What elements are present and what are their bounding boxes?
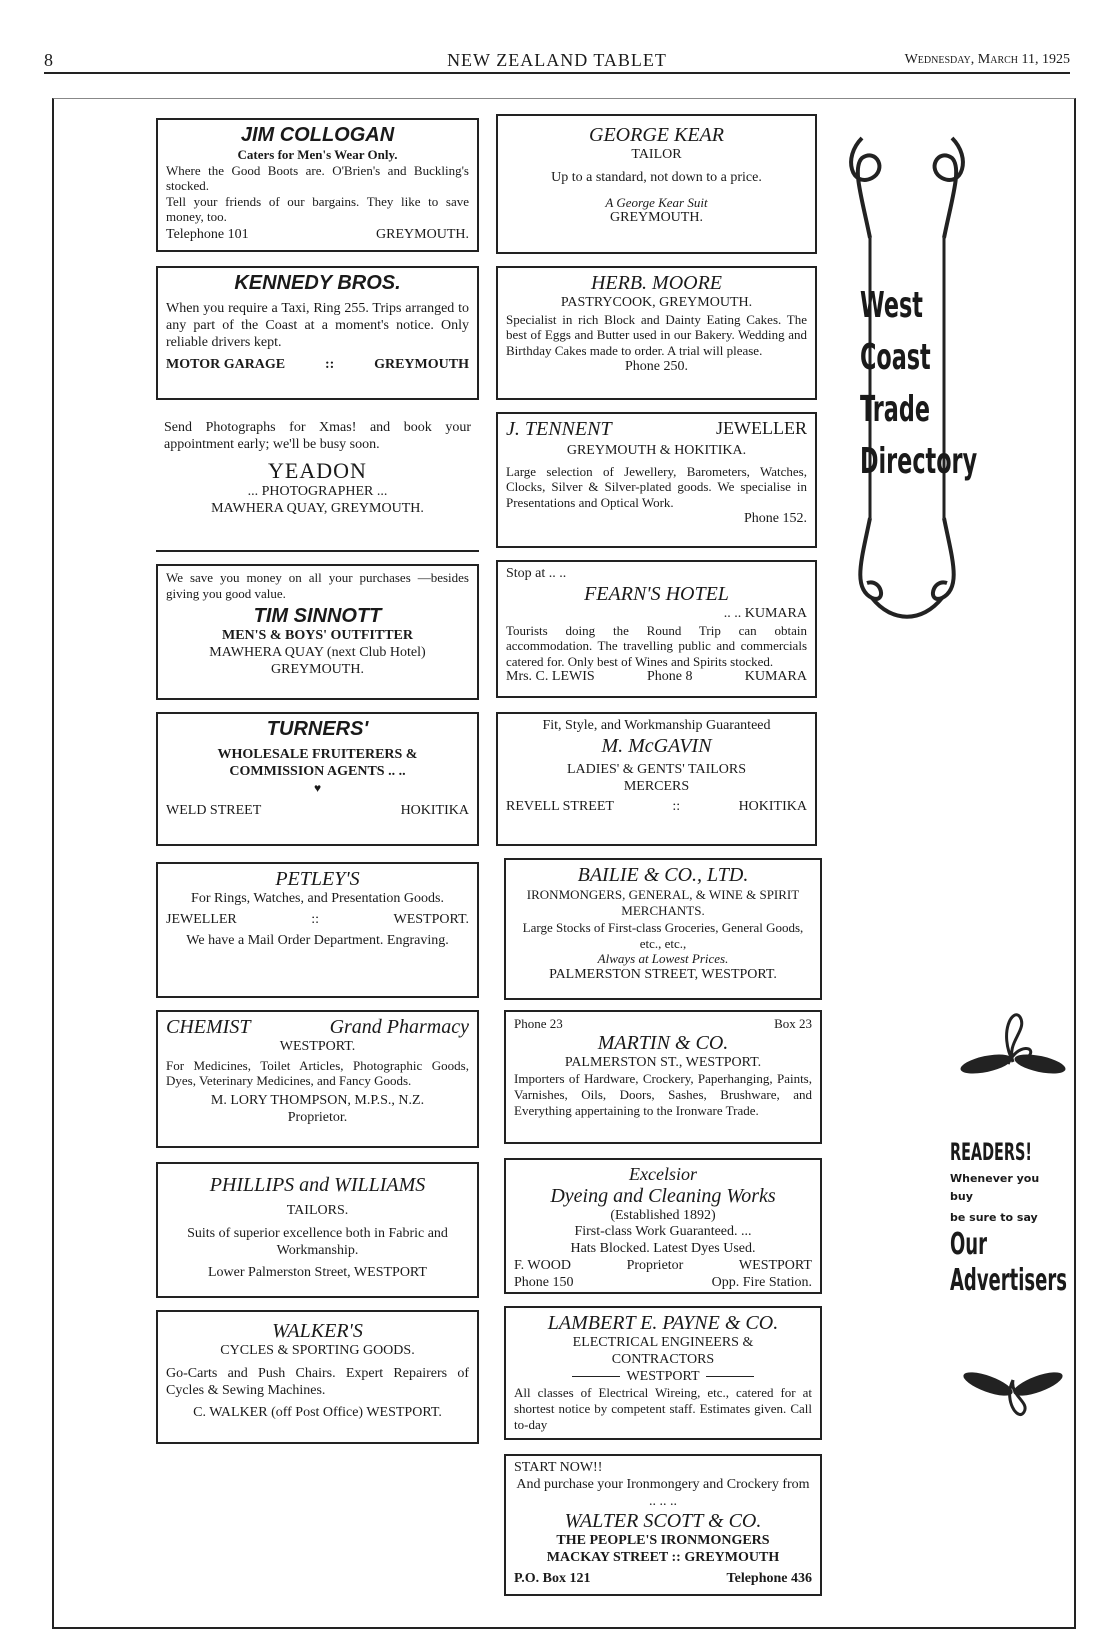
ad-left: REVELL STREET — [506, 799, 614, 815]
ad-phone: Telephone 436 — [726, 1570, 812, 1586]
ad-line: Where the Good Boots are. O'Brien's and Buckling's stocked. — [166, 162, 469, 194]
ad-name: M. McGAVIN — [601, 734, 712, 757]
ad-location: .. .. KUMARA — [723, 605, 807, 621]
ad-town: HOKITIKA — [400, 802, 469, 818]
ad-line: Large Stocks of First-class Groceries, General Goods, etc., etc., — [522, 920, 804, 951]
ad-sep: :: — [672, 799, 681, 815]
ad-trade: ... PHOTOGRAPHER ... — [247, 483, 388, 499]
ad-excelsior-dyeing — [504, 1158, 822, 1294]
issue-date: Wednesday, March 11, 1925 — [904, 52, 1070, 67]
ad-line: Caters for Men's Wear Only. — [237, 147, 398, 162]
ad-george-kear — [496, 114, 817, 254]
ad-proprietor: F. WOOD — [514, 1258, 571, 1274]
ad-line: MERCERS — [623, 778, 690, 794]
ad-sub: THE PEOPLE'S IRONMONGERS — [556, 1533, 770, 1549]
ad-lambert-payne — [504, 1306, 822, 1440]
ad-sub: PASTRYCOOK, GREYMOUTH. — [560, 295, 753, 310]
ad-turners — [156, 712, 479, 846]
ad-name: Dyeing and Cleaning Works — [550, 1184, 776, 1207]
ad-address: MAWHERA QUAY, GREYMOUTH. — [211, 500, 424, 516]
trade-directory-panel — [842, 128, 978, 628]
ad-phone: Telephone 101 — [166, 226, 249, 242]
ad-line: Hats Blocked. Latest Dyes Used. — [570, 1241, 756, 1257]
ad-left: CHEMIST — [166, 1016, 251, 1038]
ad-name: Excelsior — [629, 1164, 697, 1184]
ad-line: For Rings, Watches, and Presentation Goods. — [191, 891, 444, 906]
ad-trade: JEWELLER — [716, 418, 807, 438]
ad-town: KUMARA — [744, 669, 807, 685]
ad-role: Proprietor — [626, 1258, 684, 1274]
ad-proprietor: M. LORY THOMPSON, M.P.S., N.Z. — [210, 1092, 425, 1108]
ad-fearns-hotel — [496, 560, 817, 698]
directory-word: Directory — [860, 441, 978, 482]
ad-name: WALKER'S — [272, 1320, 363, 1342]
readers-word: Our — [950, 1226, 987, 1262]
ad-sep: :: — [311, 911, 320, 927]
ad-address: MACKAY STREET :: GREYMOUTH — [546, 1550, 780, 1566]
ad-herb-moore — [496, 266, 817, 400]
ad-established: (Established 1892) — [610, 1207, 716, 1223]
ad-town: GREYMOUTH. — [376, 226, 469, 242]
ad-line: For Medicines, Toilet Articles, Photographic Goods, Dyes, Veterinary Medicines, and Fancy Goods. — [166, 1057, 469, 1089]
ad-line: Stop at .. .. — [506, 566, 567, 581]
ad-line: START NOW!! — [514, 1460, 603, 1475]
ad-line: Specialist in rich Block and Dainty Eating Cakes. The best of Eggs and Butter used in our Bakery. Wedding and Birthday Cakes made to order. A trial will please. — [506, 311, 807, 358]
ad-line: Suits of superior excellence both in Fabric and Workmanship. — [187, 1225, 448, 1258]
ad-trade: CYCLES & SPORTING GOODS. — [220, 1343, 415, 1358]
ad-grand-pharmacy — [156, 1010, 479, 1148]
ad-sep: :: — [324, 357, 335, 373]
ad-name: WALTER SCOTT & CO. — [564, 1510, 762, 1533]
ad-line: Up to a standard, not down to a price. — [551, 169, 762, 185]
ad-town: WESTPORT — [626, 1368, 700, 1384]
directory-word: West — [860, 285, 923, 326]
ad-name: HERB. MOORE — [590, 272, 723, 294]
ad-line: CONTRACTORS — [611, 1351, 715, 1367]
ad-name: MARTIN & CO. — [597, 1031, 729, 1054]
ad-name: JIM COLLOGAN — [240, 124, 395, 146]
ad-line: ELECTRICAL ENGINEERS & — [572, 1335, 754, 1350]
ad-location: Opp. Fire Station. — [711, 1274, 812, 1290]
ad-name: TIM SINNOTT — [253, 605, 382, 628]
ad-phillips-williams — [156, 1162, 479, 1298]
ad-name: Grand Pharmacy — [329, 1016, 469, 1038]
ad-town: GREYMOUTH — [374, 357, 469, 373]
ad-address: PALMERSTON STREET, WESTPORT. — [549, 966, 777, 982]
ad-address: C. WALKER (off Post Office) WESTPORT. — [193, 1405, 442, 1421]
ad-address: Lower Palmerston Street, WESTPORT — [208, 1265, 427, 1281]
readers-heading: READERS! — [950, 1138, 1032, 1166]
ad-phone: Phone 8 — [646, 669, 693, 685]
ad-line: Fit, Style, and Workmanship Guaranteed — [542, 718, 771, 733]
ad-town: HOKITIKA — [738, 799, 807, 815]
heart-ornament-icon: ♥ — [313, 780, 322, 795]
ad-line: Tourists doing the Round Trip can obtain accommodation. The travelling public and commercials catered for. Only best of Wines and Spirits stocked. — [506, 622, 807, 669]
ad-name: J. TENNENT — [506, 418, 612, 440]
ad-name: TURNERS' — [266, 718, 369, 740]
ad-box: Box 23 — [774, 1016, 812, 1031]
ad-name: PHILLIPS and WILLIAMS — [209, 1174, 426, 1196]
ad-martin-co — [504, 1010, 822, 1144]
ad-line: Large selection of Jewellery, Barometers, Watches, Clocks, Silver & Silver-plated goods. We specialise in Presentations and Optical Work. — [506, 463, 807, 510]
ad-phone: Phone 250. — [625, 358, 688, 374]
directory-word: Coast — [860, 337, 931, 378]
ad-phone: Phone 152. — [744, 510, 807, 526]
ad-town: GREYMOUTH. — [271, 661, 364, 677]
ad-yeadon — [156, 416, 479, 552]
directory-word: Trade — [860, 389, 930, 430]
ad-name: FEARN'S HOTEL — [584, 582, 729, 605]
ad-role: Proprietor. — [287, 1109, 348, 1125]
ad-trade: TAILORS. — [286, 1203, 349, 1218]
ad-line: First-class Work Guaranteed. ... — [574, 1224, 752, 1240]
ad-line: All classes of Electrical Wireing, etc., catered for at shortest notice by competent staff. Estimates given. Call to-day — [514, 1385, 812, 1432]
ad-line: We save you money on all your purchases —besides giving you good value. — [166, 570, 469, 601]
ad-petleys — [156, 862, 479, 998]
ad-left: WELD STREET — [166, 802, 262, 818]
ad-walkers — [156, 1310, 479, 1444]
ad-trade: MEN'S & BOYS' OUTFITTER — [222, 628, 413, 644]
ad-kennedy-bros — [156, 266, 479, 400]
ad-name: KENNEDY BROS. — [234, 272, 401, 294]
ad-address: MAWHERA QUAY (next Club Hotel) — [209, 644, 426, 660]
readers-notice — [950, 1138, 1065, 1299]
ad-j-tennent — [496, 412, 817, 548]
page-header — [0, 44, 1114, 80]
ad-town: WESTPORT — [738, 1258, 812, 1274]
ad-line: WHOLESALE FRUITERERS & — [217, 747, 418, 762]
ad-phone: Phone 23 — [514, 1016, 563, 1031]
page-number: 8 — [44, 50, 53, 70]
ad-name: GEORGE KEAR — [589, 124, 724, 146]
ad-line: We have a Mail Order Department. Engraving. — [186, 932, 449, 948]
ad-address: PALMERSTON ST., WESTPORT. — [564, 1054, 762, 1070]
ad-tim-sinnott — [156, 564, 479, 700]
ad-line: Go-Carts and Push Chairs. Expert Repairers of Cycles & Sewing Machines. — [166, 1365, 469, 1398]
ad-trade: TAILOR — [631, 147, 682, 162]
ad-line: Always at Lowest Prices. — [597, 951, 729, 967]
ad-town: WESTPORT. — [279, 1039, 356, 1054]
ad-walter-scott — [504, 1454, 822, 1596]
ad-left: JEWELLER — [166, 911, 237, 927]
leaf-ornament-icon — [958, 1360, 1068, 1430]
ad-line: Importers of Hardware, Crockery, Paperhanging, Paints, Varnishes, Oils, Doors, Sashes, Brushware, and Everything appertaining to the Ironware Trade. — [514, 1071, 812, 1118]
ad-name: YEADON — [268, 457, 367, 483]
ad-line: Send Photographs for Xmas! and book your appointment early; we'll be busy soon. — [164, 420, 471, 452]
leaf-ornament-icon — [958, 1002, 1068, 1082]
ad-name: PETLEY'S — [275, 868, 360, 890]
ad-line: COMMISSION AGENTS .. .. — [229, 763, 406, 779]
ad-line: A George Kear Suit — [605, 194, 708, 210]
ad-name: BAILIE & CO., LTD. — [577, 864, 749, 886]
ad-line: And purchase your Ironmongery and Crockery from .. .. .. — [516, 1476, 810, 1509]
ad-town: GREYMOUTH. — [610, 210, 703, 226]
publication-title: NEW ZEALAND TABLET — [447, 50, 667, 70]
ad-town: WESTPORT. — [393, 911, 469, 927]
ad-jim-collogan — [156, 118, 479, 252]
ad-sub: GREYMOUTH & HOKITIKA. — [566, 443, 747, 458]
readers-line: be sure to say — [950, 1211, 1038, 1225]
readers-line: Whenever you buy — [950, 1172, 1040, 1203]
header-rule — [44, 72, 1070, 74]
readers-word: Advertisers — [950, 1262, 1067, 1298]
ad-left: MOTOR GARAGE — [166, 357, 286, 373]
ad-line: When you require a Taxi, Ring 255. Trips arranged to any part of the Coast at a moment's notice. Only reliable drivers kept. — [166, 301, 469, 350]
ad-line: LADIES' & GENTS' TAILORS — [566, 761, 747, 777]
ad-name: LAMBERT E. PAYNE & CO. — [547, 1312, 779, 1334]
ad-bailie-co — [504, 858, 822, 1000]
ad-box: P.O. Box 121 — [514, 1570, 591, 1586]
ad-line: Tell your friends of our bargains. They like to save money, too. — [166, 193, 469, 225]
ad-proprietor: Mrs. C. LEWIS — [506, 669, 595, 685]
ad-m-mcgavin — [496, 712, 817, 846]
ad-phone: Phone 150 — [514, 1274, 574, 1290]
ad-line: IRONMONGERS, GENERAL, & WINE & SPIRIT MERCHANTS. — [526, 887, 800, 918]
